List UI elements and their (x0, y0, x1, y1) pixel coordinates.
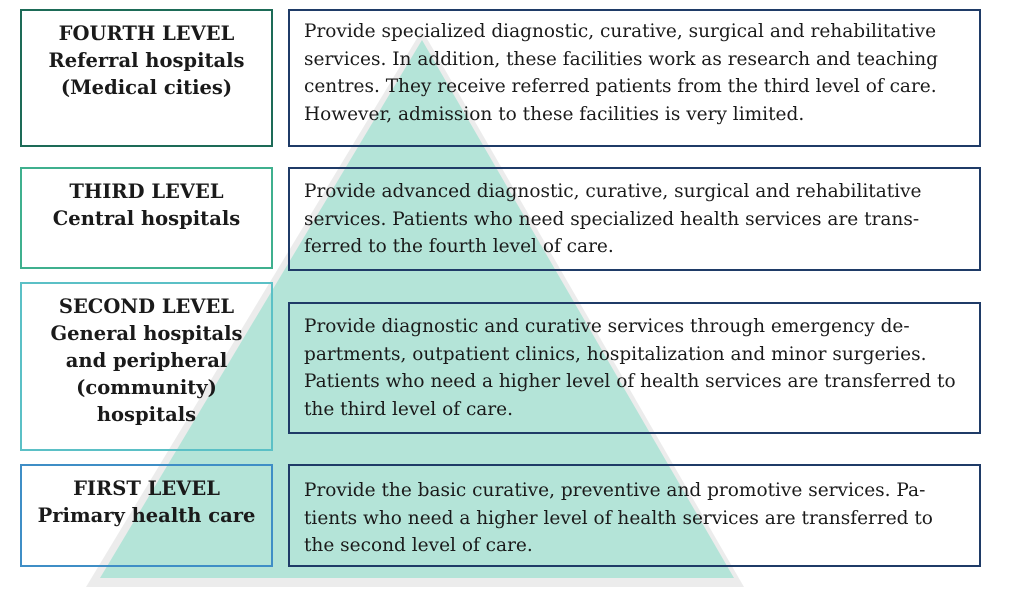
level-title: THIRD LEVEL (69, 180, 224, 203)
description-line: Patients who need a higher level of health services are transferred to (304, 371, 956, 392)
description-line: Provide advanced diagnostic, curative, surgical and rehabilitative (304, 181, 922, 202)
description-line: Provide specialized diagnostic, curative, surgical and rehabilitative (304, 21, 937, 42)
description-line: centres. They receive referred patients from the third level of care. (304, 76, 937, 97)
description-box-second (288, 302, 981, 434)
description-line: the third level of care. (304, 398, 514, 420)
description-line: the second level of care. (304, 535, 533, 556)
level-box-third (20, 167, 273, 269)
level-subtitle: General hospitals (50, 322, 243, 345)
description-line: partments, outpatient clinics, hospitalization and minor surgeries. (304, 343, 927, 365)
description-line: However, admission to these facilities is very limited. (304, 103, 805, 125)
level-subtitle: and peripheral (65, 349, 228, 372)
level-box-fourth (20, 9, 273, 147)
description-line: Provide diagnostic and curative services through emergency de- (304, 316, 910, 337)
description-box-fourth (288, 9, 981, 147)
level-subtitle: (Medical cities) (60, 76, 233, 99)
level-subtitle: (community) (76, 376, 217, 399)
description-box-first (288, 464, 981, 567)
level-title: FIRST LEVEL (73, 477, 220, 500)
level-subtitle: Central hospitals (52, 207, 241, 230)
description-line: tients who need a higher level of health services are transferred to (304, 507, 933, 529)
level-subtitle: hospitals (96, 403, 197, 426)
level-subtitle: Primary health care (37, 504, 256, 527)
level-box-second (20, 282, 273, 451)
level-title: SECOND LEVEL (58, 295, 235, 318)
description-line: services. Patients who need specialized health services are trans- (304, 208, 920, 230)
level-title: FOURTH LEVEL (58, 22, 235, 45)
description-line: services. In addition, these facilities work as research and teaching (304, 48, 939, 70)
level-subtitle: Referral hospitals (48, 49, 245, 72)
description-line: Provide the basic curative, preventive and promotive services. Pa- (304, 480, 926, 501)
description-line: ferred to the fourth level of care. (304, 236, 614, 257)
level-box-first (20, 464, 273, 567)
description-box-third (288, 167, 981, 271)
